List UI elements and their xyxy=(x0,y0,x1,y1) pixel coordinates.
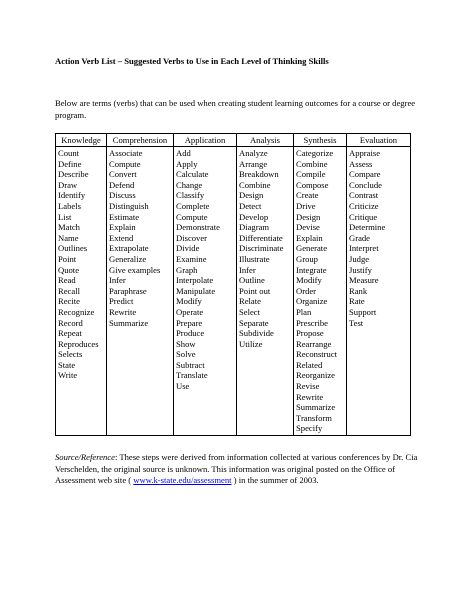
verb-item: Test xyxy=(349,317,364,328)
header-analysis: Analysis xyxy=(237,134,294,147)
verb-item: Plan xyxy=(296,306,312,317)
verb-item: Explain xyxy=(109,222,136,233)
verb-item: Criticize xyxy=(349,200,379,211)
source-reference xyxy=(55,452,435,487)
verb-item: Rearrange xyxy=(296,338,332,349)
verb-item: Prepare xyxy=(176,317,203,328)
verb-item: Point out xyxy=(239,285,271,296)
verb-item: Graph xyxy=(176,264,198,275)
verb-item: Combine xyxy=(239,179,271,190)
verb-item: Rate xyxy=(349,296,365,307)
column-analysis xyxy=(237,147,294,436)
verb-item: Compare xyxy=(349,169,381,180)
verb-item: Associate xyxy=(109,148,143,158)
verb-item: Estimate xyxy=(109,211,140,222)
verb-item: Examine xyxy=(176,253,207,264)
verb-item: Point xyxy=(58,253,77,264)
verb-item: Generate xyxy=(296,243,328,254)
verb-item: Measure xyxy=(349,275,379,286)
column-evaluation xyxy=(347,147,411,436)
verb-item: Rank xyxy=(349,285,368,296)
verb-item: Explain xyxy=(296,232,323,243)
verb-item: Appraise xyxy=(349,148,381,158)
verb-item: Propose xyxy=(296,328,324,339)
verb-item: Breakdown xyxy=(239,169,279,180)
column-knowledge xyxy=(56,147,107,436)
verb-item: Discover xyxy=(176,232,208,243)
verb-item: Compute xyxy=(176,211,208,222)
verb-item: Detect xyxy=(239,200,262,211)
verb-item: Add xyxy=(176,148,191,158)
column-application xyxy=(174,147,237,436)
table-header-row xyxy=(56,134,411,147)
verb-item: Outlines xyxy=(58,243,88,254)
verb-item: Identify xyxy=(58,190,86,201)
verb-item: Interpret xyxy=(349,243,379,254)
verb-item: Complete xyxy=(176,200,210,211)
column-comprehension xyxy=(107,147,174,436)
verb-item: Illustrate xyxy=(239,253,270,264)
verb-item: Conclude xyxy=(349,179,382,190)
verb-item: Specify xyxy=(296,423,323,434)
verb-item: Repeat xyxy=(58,328,82,339)
header-comprehension: Comprehension xyxy=(107,134,174,147)
verb-item: Generalize xyxy=(109,253,147,264)
verb-item: Draw xyxy=(58,179,78,190)
verb-item: Modify xyxy=(296,275,322,286)
verb-item: Divide xyxy=(176,243,200,254)
verb-item: Convert xyxy=(109,169,137,180)
verb-item: Drive xyxy=(296,200,316,211)
verb-item: Reconstruct xyxy=(296,349,338,360)
verb-item: Reorganize xyxy=(296,370,335,381)
verb-item: Solve xyxy=(176,349,196,360)
verb-item: Combine xyxy=(296,158,328,169)
verb-item: Assess xyxy=(349,158,373,169)
verb-item: Judge xyxy=(349,253,370,264)
verb-item: Related xyxy=(296,359,323,370)
verb-table xyxy=(55,133,411,436)
verb-item: Change xyxy=(176,179,203,190)
source-label: Source/Reference xyxy=(55,452,115,462)
verb-item: Give examples xyxy=(109,264,161,275)
verb-item: Differentiate xyxy=(239,232,283,243)
header-application: Application xyxy=(174,134,237,147)
verb-item: Contrast xyxy=(349,190,379,201)
verb-item: Summarize xyxy=(296,402,336,413)
table-body-row xyxy=(56,147,411,436)
verb-item: Reproduces xyxy=(58,338,99,349)
verb-item: Match xyxy=(58,222,80,233)
verb-item: Revise xyxy=(296,381,320,392)
verb-item: Analyze xyxy=(239,148,268,158)
verb-item: Summarize xyxy=(109,317,149,328)
verb-item: Compile xyxy=(296,169,326,180)
verb-item: Discriminate xyxy=(239,243,284,254)
verb-item: Count xyxy=(58,148,80,158)
intro-paragraph: Below are terms (verbs) that can be used when creating student learning outcomes for a course or degree program. xyxy=(55,98,416,120)
verb-item: Paraphrase xyxy=(109,285,147,296)
verb-item: Determine xyxy=(349,222,386,233)
verb-item: Design xyxy=(296,211,321,222)
verb-item: Use xyxy=(176,381,190,392)
verb-item: Predict xyxy=(109,296,134,307)
verb-item: Demonstrate xyxy=(176,222,220,233)
verb-item: Infer xyxy=(109,275,126,286)
verb-item: Manipulate xyxy=(176,285,216,296)
verb-item: Order xyxy=(296,285,317,296)
verb-item: Produce xyxy=(176,328,205,339)
header-synthesis: Synthesis xyxy=(294,134,347,147)
verb-item: Categorize xyxy=(296,148,334,158)
verb-item: Compute xyxy=(109,158,141,169)
verb-item: Define xyxy=(58,158,82,169)
verb-item: Rewrite xyxy=(109,306,137,317)
verb-item: List xyxy=(58,211,72,222)
verb-item: Develop xyxy=(239,211,269,222)
verb-item: Labels xyxy=(58,200,81,211)
verb-item: Recognize xyxy=(58,306,95,317)
source-text: : These steps were derived from information collected at various conferences by Dr. Cia Verschelden, the original source is unknown. This information was original posted on the Office of Assessment web site ( xyxy=(55,452,418,486)
verb-item: Arrange xyxy=(239,158,268,169)
verb-item: Grade xyxy=(349,232,370,243)
verb-item: Subtract xyxy=(176,359,205,370)
verb-item: State xyxy=(58,359,76,370)
verb-item: Justify xyxy=(349,264,372,275)
verb-item: Apply xyxy=(176,158,198,169)
verb-item: Recite xyxy=(58,296,80,307)
verb-item: Infer xyxy=(239,264,256,275)
header-evaluation: Evaluation xyxy=(347,134,411,147)
verb-item: Defend xyxy=(109,179,135,190)
verb-item: Devise xyxy=(296,222,320,233)
verb-item: Read xyxy=(58,275,76,286)
verb-item: Separate xyxy=(239,317,269,328)
verb-item: Calculate xyxy=(176,169,209,180)
verb-item: Organize xyxy=(296,296,328,307)
verb-item: Rewrite xyxy=(296,391,324,402)
verb-item: Prescribe xyxy=(296,317,328,328)
verb-item: Select xyxy=(239,306,260,317)
verb-item: Group xyxy=(296,253,318,264)
verb-item: Critique xyxy=(349,211,378,222)
verb-item: Write xyxy=(58,370,78,381)
verb-item: Show xyxy=(176,338,196,349)
verb-item: Outline xyxy=(239,275,265,286)
verb-item: Compose xyxy=(296,179,329,190)
verb-item: Quote xyxy=(58,264,80,275)
verb-item: Selects xyxy=(58,349,83,360)
verb-item: Recall xyxy=(58,285,80,296)
verb-item: Classify xyxy=(176,190,205,201)
verb-item: Diagram xyxy=(239,222,270,233)
verb-item: Discuss xyxy=(109,190,136,201)
verb-item: Extend xyxy=(109,232,134,243)
column-synthesis xyxy=(294,147,347,436)
verb-item: Subdivide xyxy=(239,328,274,339)
verb-item: Name xyxy=(58,232,79,243)
verb-item: Translate xyxy=(176,370,208,381)
verb-item: Describe xyxy=(58,169,89,180)
verb-item: Modify xyxy=(176,296,202,307)
verb-item: Design xyxy=(239,190,264,201)
verb-item: Relate xyxy=(239,296,261,307)
verb-item: Utilize xyxy=(239,338,263,349)
source-text-end: ) in the summer of 2003. xyxy=(231,475,319,486)
verb-item: Record xyxy=(58,317,83,328)
verb-item: Transform xyxy=(296,412,332,423)
verb-item: Support xyxy=(349,306,377,317)
header-knowledge: Knowledge xyxy=(56,134,107,147)
verb-item: Distinguish xyxy=(109,200,149,211)
assessment-link[interactable]: www.k-state.edu/assessment xyxy=(133,475,232,486)
verb-item: Operate xyxy=(176,306,204,317)
verb-item: Create xyxy=(296,190,319,201)
verb-item: Interpolate xyxy=(176,275,214,286)
verb-item: Extrapolate xyxy=(109,243,149,254)
verb-item: Integrate xyxy=(296,264,327,275)
page-title: Action Verb List – Suggested Verbs to Use in Each Level of Thinking Skills xyxy=(55,56,329,66)
